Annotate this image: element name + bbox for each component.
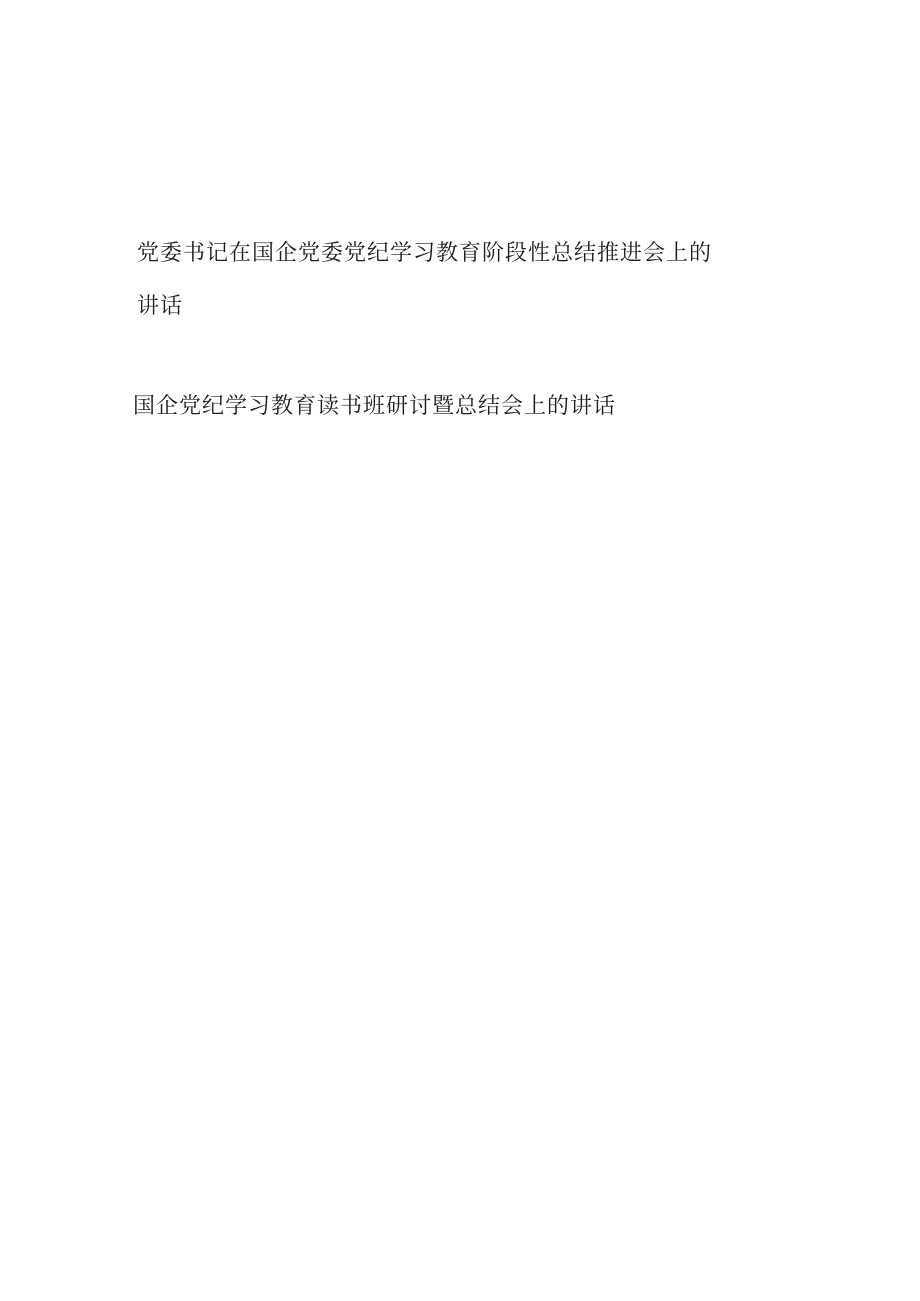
speech-title-first: 党委书记在国企党委党纪学习教育阶段性总结推进会上的讲话	[137, 241, 713, 319]
speech-title-second: 国企党纪学习教育读书班研讨暨总结会上的讲话	[133, 394, 617, 419]
